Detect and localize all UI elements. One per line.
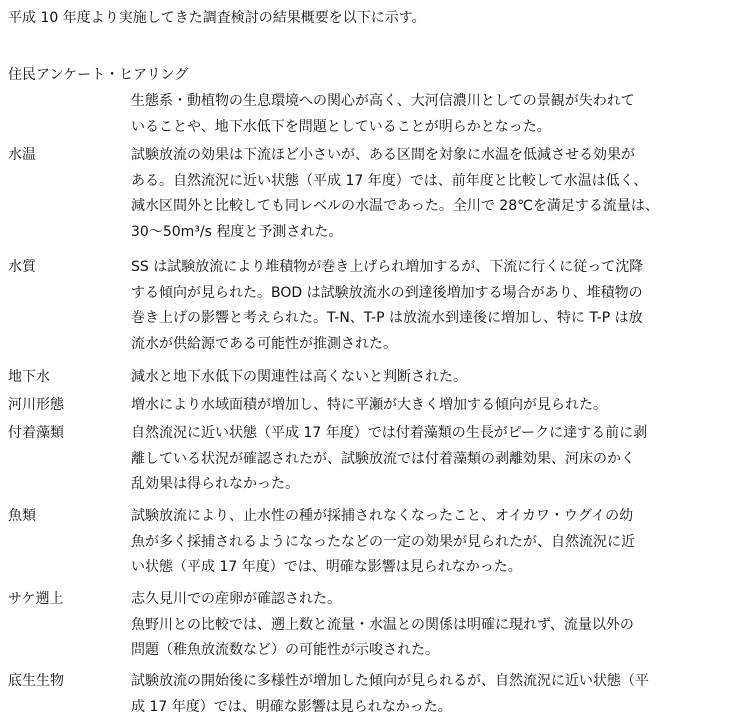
body-line: いることや、地下水低下を問題としていることが明らかとなった。 [131, 118, 551, 135]
body-line: 流水が供給源である可能性が推測された。 [131, 335, 397, 352]
body-line: SS は試験放流により堆積物が巻き上げられ増加するが、下流に行くに従って沈降 [131, 259, 644, 275]
body-line: 魚野川との比較では、遡上数と流量・水温との関係は明確に現れず、流量以外の [131, 616, 634, 633]
section-label: 水温 [8, 147, 36, 163]
body-line: 乱効果は得られなかった。 [131, 476, 299, 493]
section-label: 魚類 [8, 508, 36, 524]
section-body [131, 393, 743, 419]
body-line: 試験放流により、止水性の種が採捕されなくなったこと、オイカワ・ウグイの幼 [131, 508, 634, 524]
section-body [131, 421, 743, 498]
section-label: 地下水 [8, 369, 50, 385]
section-label: 水質 [8, 259, 36, 275]
section-label: サケ遡上 [8, 591, 64, 607]
section-body [131, 255, 743, 357]
section-body [131, 669, 743, 720]
intro-text: 平成 10 年度より実施してきた調査検討の結果概要を以下に示す。 [8, 10, 426, 26]
body-line: 試験放流の効果は下流ほど小さいが、ある区間を対象に水温を低減させる効果が [131, 147, 635, 163]
body-line: 試験放流の開始後に多様性が増加した傾向が見られるが、自然流況に近い状態（平 [131, 673, 649, 689]
section-body [131, 587, 743, 664]
body-line: ある。自然流況に近い状態（平成 17 年度）では、前年度と比較して水温は低く、 [131, 172, 648, 189]
body-line: 30～50m³/s 程度と予測された。 [131, 223, 343, 240]
body-line: 増水により水域面積が増加し、特に平瀬が大きく増加する傾向が見られた。 [131, 397, 607, 413]
body-line: 志久見川での産卵が確認された。 [131, 591, 341, 607]
body-line: 自然流況に近い状態（平成 17 年度）では付着藻類の生長がピークに達する前に剥 [131, 425, 648, 441]
body-line: 問題（稚魚放流数など）の可能性が示唆された。 [131, 642, 439, 659]
section-label: 河川形態 [8, 397, 64, 413]
section-body [131, 504, 743, 581]
section-body [131, 143, 743, 245]
body-line: する傾向が見られた。BOD は試験放流水の到達後増加する場合があり、堆積物の [131, 284, 643, 301]
section-label: 底生生物 [8, 673, 64, 689]
body-line: い状態（平成 17 年度）では、明確な影響は見られなかった。 [131, 559, 522, 576]
body-line: 巻き上げの影響と考えられた。T-N、T-P は放流水到達後に増加し、特に T-P は放 [131, 310, 643, 327]
section-heading: 住民アンケート・ヒアリング [8, 67, 189, 83]
body-line: 離している状況が確認されたが、試験放流では付着藻類の剥離効果、河床のかく [131, 450, 635, 467]
body-line: 魚が多く採捕されるようになったなどの一定の効果が見られたが、自然流況に近 [131, 533, 635, 550]
body-line: 成 17 年度）では、明確な影響は見られなかった。 [131, 698, 452, 715]
body-line: 減水区間外と比較しても同レベルの水温であった。全川で 28℃を満足する流量は、 [131, 198, 659, 215]
section-body [131, 89, 743, 140]
section-body [131, 365, 743, 391]
section-label: 付着藻類 [8, 425, 64, 441]
body-line: 減水と地下水低下の関連性は高くないと判断された。 [131, 369, 467, 385]
body-line: 生態系・動植物の生息環境への関心が高く、大河信濃川としての景観が失われて [131, 93, 635, 109]
